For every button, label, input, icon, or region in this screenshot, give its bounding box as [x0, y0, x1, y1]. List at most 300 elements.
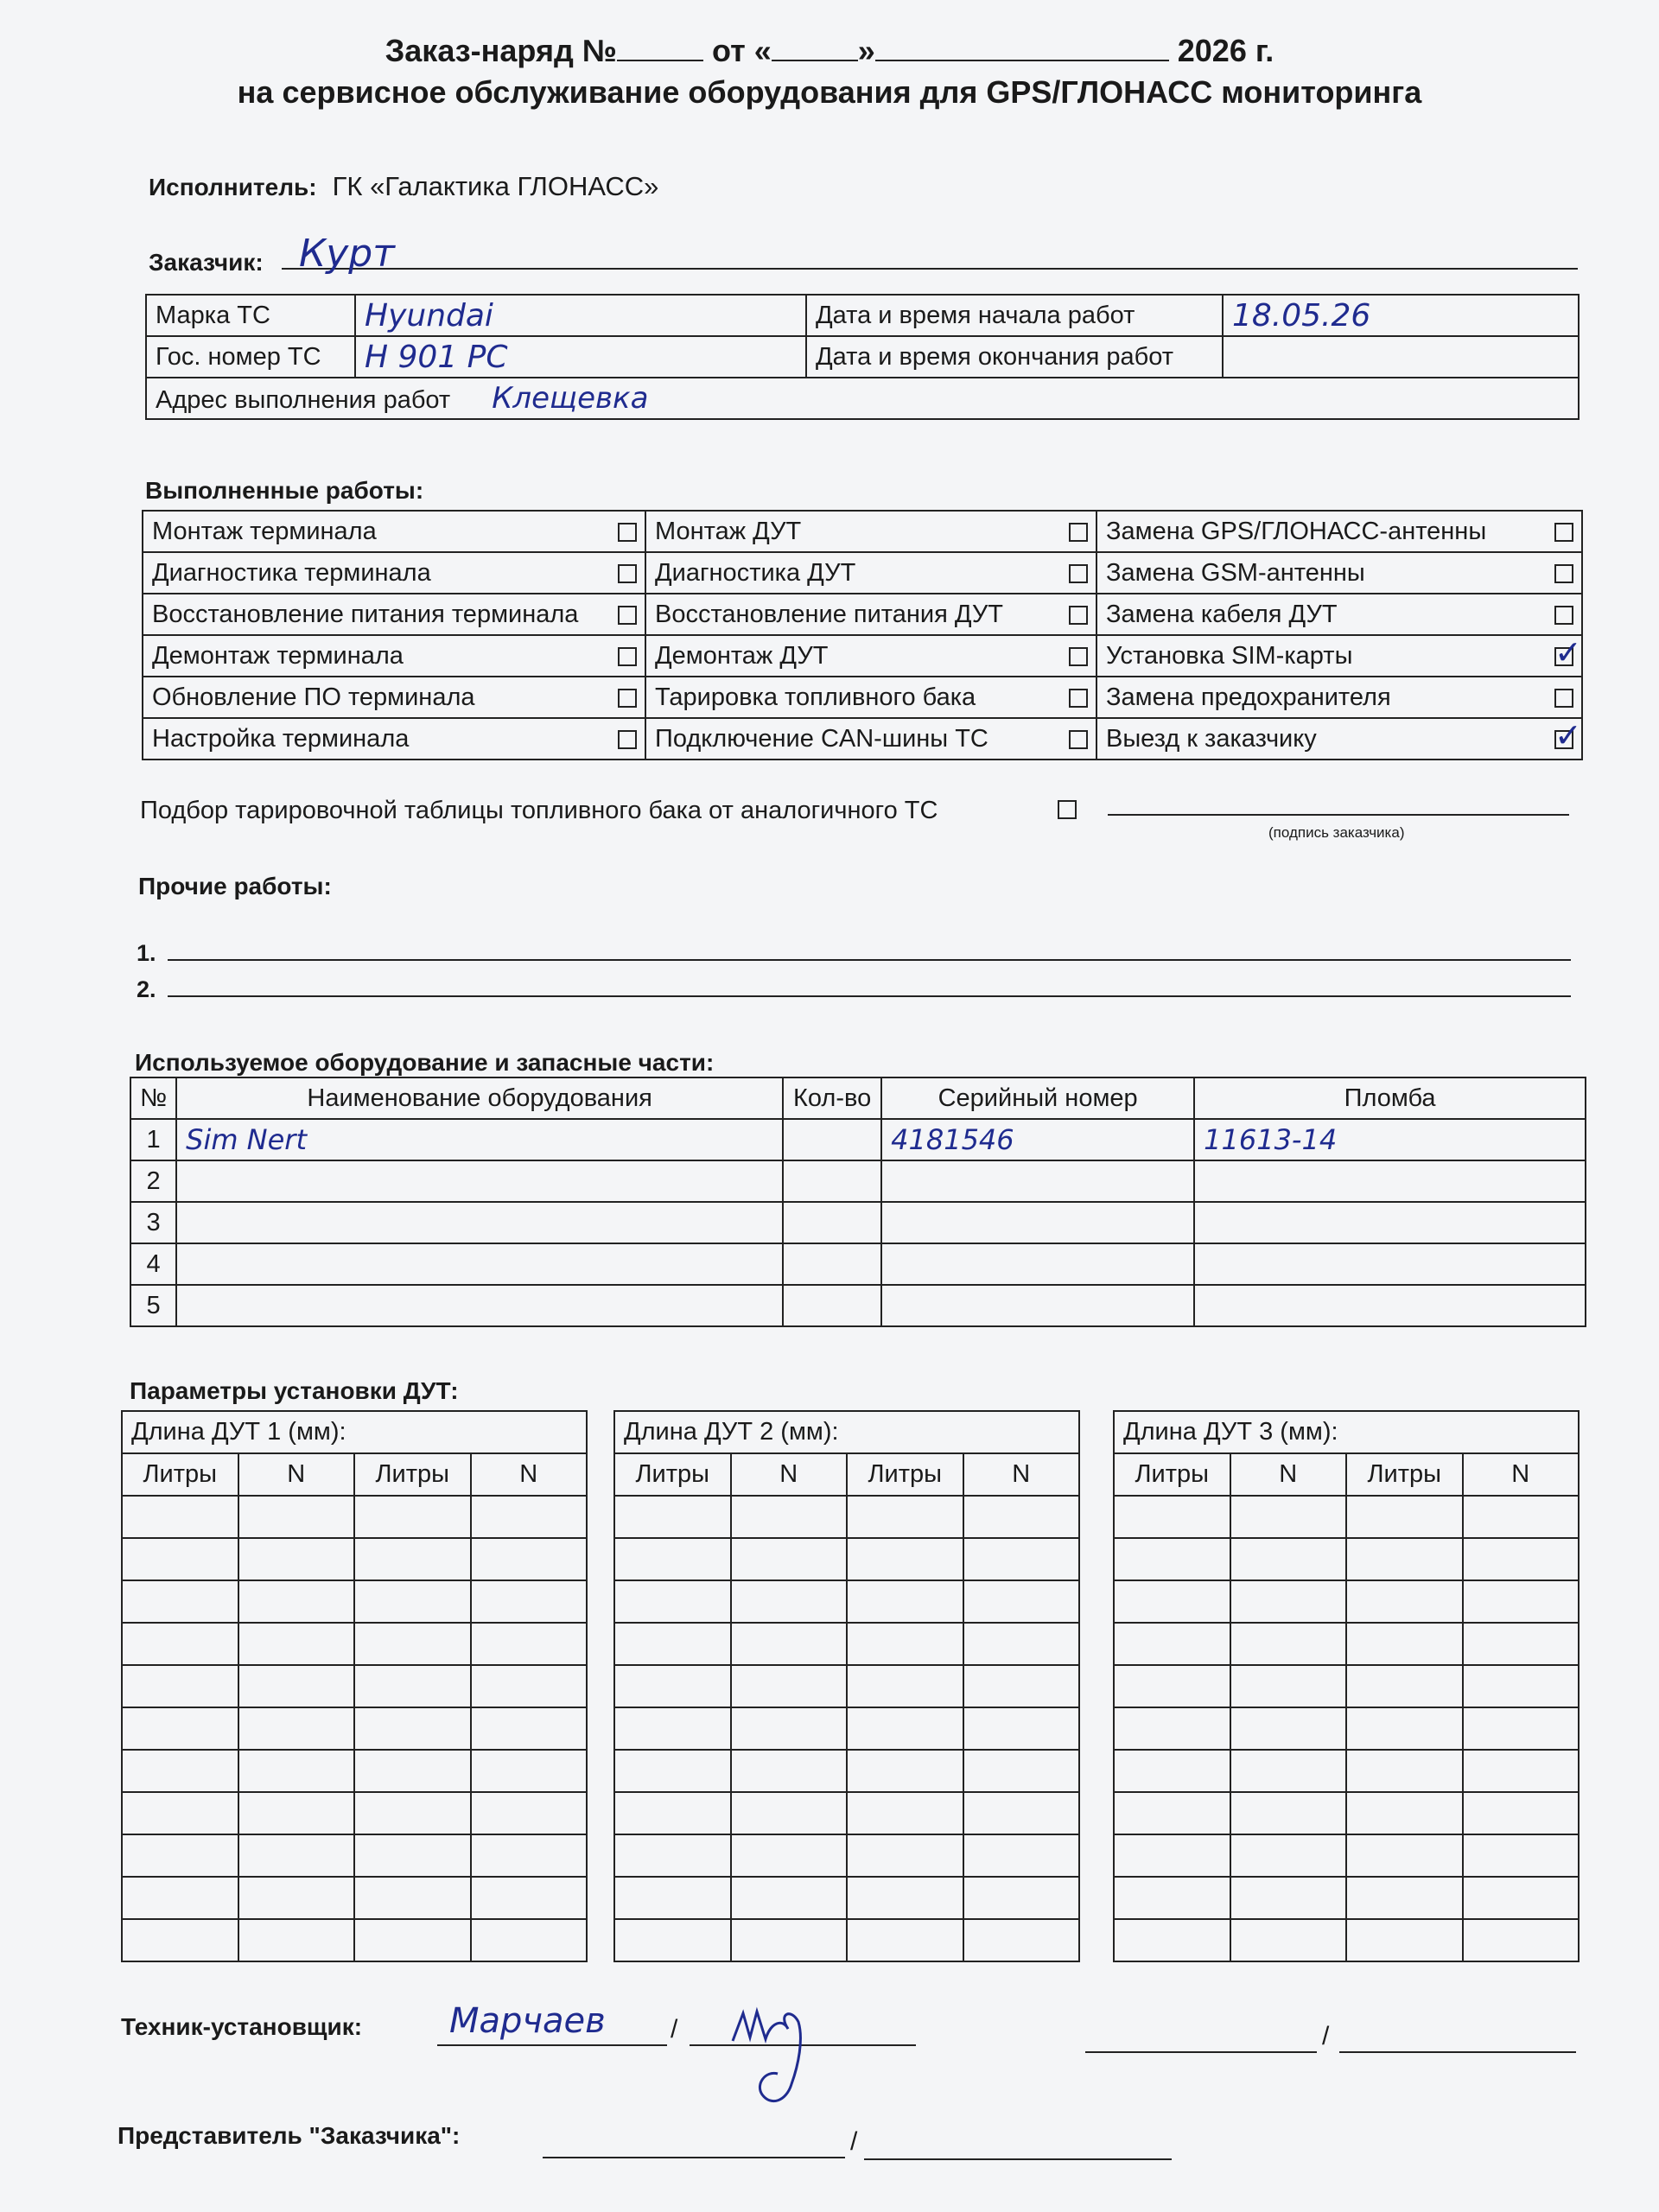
- dut-cell[interactable]: [471, 1665, 588, 1707]
- dut-cell[interactable]: [1114, 1792, 1230, 1834]
- dut-cell[interactable]: [614, 1834, 731, 1877]
- dut-cell[interactable]: [122, 1792, 238, 1834]
- dut-row: [1114, 1834, 1579, 1877]
- dut-row: [122, 1665, 587, 1707]
- dut-cell[interactable]: [614, 1877, 731, 1919]
- address-label: Адрес выполнения работ: [156, 386, 451, 414]
- work-label: Установка SIM-карты: [1096, 635, 1547, 677]
- work-checkbox[interactable]: [1547, 632, 1582, 677]
- dut-cell[interactable]: [731, 1750, 848, 1792]
- dut-cell[interactable]: [1230, 1580, 1347, 1623]
- work-label: Демонтаж ДУТ: [645, 635, 1061, 677]
- order-title: [0, 33, 1659, 69]
- dut-row: [1114, 1919, 1579, 1961]
- dut-cell[interactable]: [847, 1665, 963, 1707]
- calibration-checkbox[interactable]: [1058, 800, 1077, 819]
- dut-row: [1114, 1538, 1579, 1580]
- checkbox-icon: [1069, 523, 1088, 542]
- dut-cell[interactable]: [1114, 1580, 1230, 1623]
- dut-cell[interactable]: [963, 1877, 1080, 1919]
- order-year: 2026 г.: [1177, 33, 1274, 68]
- dut-cell[interactable]: [963, 1538, 1080, 1580]
- dut-cell[interactable]: [471, 1919, 588, 1961]
- dut-cell[interactable]: [1346, 1707, 1463, 1750]
- work-checkbox[interactable]: [1061, 718, 1096, 760]
- dut-row: [122, 1538, 587, 1580]
- work-checkbox[interactable]: [1547, 594, 1582, 635]
- dut-row: [1114, 1623, 1579, 1665]
- dut-cell[interactable]: [1114, 1877, 1230, 1919]
- dut-cell[interactable]: [471, 1580, 588, 1623]
- dut-cell[interactable]: [614, 1750, 731, 1792]
- dut-cell[interactable]: [731, 1707, 848, 1750]
- dut-col-header: N: [238, 1453, 355, 1496]
- dut-cell[interactable]: [354, 1707, 471, 1750]
- work-label: Тарировка топливного бака: [645, 677, 1061, 718]
- representative-name-line[interactable]: [543, 2157, 845, 2158]
- work-label: Подключение CAN-шины ТС: [645, 718, 1061, 760]
- dut-cell[interactable]: [614, 1665, 731, 1707]
- equipment-cell-serial[interactable]: [881, 1243, 1194, 1285]
- work-checkbox[interactable]: [1061, 552, 1096, 594]
- customer-value: Курт: [299, 232, 395, 276]
- dut-col-header: Литры: [354, 1453, 471, 1496]
- equipment-cell-n: 4: [130, 1243, 176, 1285]
- dut-col-header: Литры: [847, 1453, 963, 1496]
- dut-cell[interactable]: [1114, 1707, 1230, 1750]
- dut-cell[interactable]: [122, 1877, 238, 1919]
- dut-cell[interactable]: [731, 1538, 848, 1580]
- vehicle-table: [145, 294, 1580, 420]
- equipment-cell-qty[interactable]: [783, 1285, 881, 1326]
- works-row: [143, 635, 1582, 677]
- checkbox-icon: [1069, 564, 1088, 583]
- dut-cell[interactable]: [471, 1707, 588, 1750]
- representative-signature-line[interactable]: [864, 2158, 1172, 2160]
- dut-cell[interactable]: [238, 1580, 355, 1623]
- dut-row: [122, 1834, 587, 1877]
- dut-cell[interactable]: [1463, 1834, 1580, 1877]
- dut-cell[interactable]: [1114, 1750, 1230, 1792]
- work-label: Замена GSM-антенны: [1096, 552, 1547, 594]
- dut-cell[interactable]: [1230, 1919, 1347, 1961]
- equipment-cell-seal[interactable]: 11613-14: [1194, 1119, 1586, 1160]
- customer-signature-caption: (подпись заказчика): [1268, 824, 1405, 841]
- work-label: Замена кабеля ДУТ: [1096, 594, 1547, 635]
- work-label: Демонтаж терминала: [143, 635, 610, 677]
- equipment-col-seal: Пломба: [1194, 1077, 1586, 1119]
- dut-cell[interactable]: [1230, 1834, 1347, 1877]
- dut-cell[interactable]: [471, 1538, 588, 1580]
- dut-row: [614, 1496, 1079, 1538]
- checkmark-icon: ✓: [1554, 632, 1582, 671]
- dut-cell[interactable]: [1346, 1580, 1463, 1623]
- tech-name-line[interactable]: [437, 2044, 667, 2046]
- dut-cell[interactable]: [731, 1623, 848, 1665]
- dut-cell[interactable]: [614, 1580, 731, 1623]
- dut-cell[interactable]: [1346, 1623, 1463, 1665]
- checkbox-icon: [1069, 730, 1088, 749]
- equipment-cell-name[interactable]: Sim Nert: [176, 1119, 783, 1160]
- equipment-cell-seal[interactable]: [1194, 1285, 1586, 1326]
- dut-cell[interactable]: [1230, 1750, 1347, 1792]
- dut-row: [614, 1919, 1079, 1961]
- dut-cell[interactable]: [731, 1580, 848, 1623]
- brand-label: Марка ТС: [146, 295, 355, 336]
- dut-col-header: N: [471, 1453, 588, 1496]
- start-value: [1223, 295, 1579, 336]
- work-checkbox[interactable]: [610, 552, 645, 594]
- dut-cell[interactable]: [731, 1834, 848, 1877]
- work-label: Монтаж ДУТ: [645, 511, 1061, 552]
- work-checkbox[interactable]: [610, 677, 645, 718]
- works-row: [143, 511, 1582, 552]
- equipment-cell-name[interactable]: [176, 1285, 783, 1326]
- order-subtitle: на сервисное обслуживание оборудования для GPS/ГЛОНАСС мониторинга: [237, 74, 1422, 110]
- dut-cell[interactable]: [614, 1538, 731, 1580]
- checkbox-icon: [618, 523, 637, 542]
- dut-cell[interactable]: [122, 1580, 238, 1623]
- dut-cell[interactable]: [471, 1834, 588, 1877]
- dut-row: [1114, 1792, 1579, 1834]
- dut-col-header: N: [731, 1453, 848, 1496]
- equipment-cell-name[interactable]: [176, 1160, 783, 1202]
- work-label: Замена GPS/ГЛОНАСС-антенны: [1096, 511, 1547, 552]
- dut-cell[interactable]: [238, 1919, 355, 1961]
- equipment-cell-qty[interactable]: [783, 1202, 881, 1243]
- dut-cell[interactable]: [238, 1496, 355, 1538]
- dut-row: [614, 1538, 1079, 1580]
- dut-cell[interactable]: [614, 1919, 731, 1961]
- works-table: [142, 510, 1583, 760]
- dut-cell[interactable]: [847, 1580, 963, 1623]
- work-checkbox[interactable]: [610, 511, 645, 552]
- other-works-heading: Прочие работы:: [138, 873, 332, 899]
- dut-cell[interactable]: [238, 1623, 355, 1665]
- dut-cell[interactable]: [731, 1919, 848, 1961]
- dut-cell[interactable]: [471, 1623, 588, 1665]
- dut-cell[interactable]: [731, 1665, 848, 1707]
- dut-cell[interactable]: [847, 1919, 963, 1961]
- order-date-quote: »: [857, 33, 875, 68]
- dut-cell[interactable]: [1463, 1750, 1580, 1792]
- second-tech-signature-line[interactable]: [1339, 2051, 1576, 2053]
- equipment-cell-qty[interactable]: [783, 1243, 881, 1285]
- work-checkbox[interactable]: [610, 594, 645, 635]
- work-label: Восстановление питания терминала: [143, 594, 610, 635]
- dut-cell[interactable]: [354, 1877, 471, 1919]
- equipment-row: [130, 1202, 1586, 1243]
- checkbox-icon: [618, 647, 637, 666]
- dut-cell[interactable]: [354, 1919, 471, 1961]
- dut-row: [614, 1750, 1079, 1792]
- executor-label: Исполнитель:: [149, 174, 317, 200]
- equipment-cell-qty[interactable]: [783, 1160, 881, 1202]
- equipment-col-number: №: [130, 1077, 176, 1119]
- equipment-cell-seal[interactable]: [1194, 1243, 1586, 1285]
- checkbox-icon: [618, 564, 637, 583]
- customer-label: Заказчик:: [149, 249, 264, 276]
- order-date-label: от «: [711, 33, 772, 68]
- dut-cell[interactable]: [614, 1792, 731, 1834]
- dut-cell[interactable]: [1346, 1919, 1463, 1961]
- dut-cell[interactable]: [731, 1877, 848, 1919]
- dut-cell[interactable]: [471, 1496, 588, 1538]
- equipment-cell-n: 5: [130, 1285, 176, 1326]
- dut-cell[interactable]: [1114, 1665, 1230, 1707]
- dut-cell[interactable]: [1230, 1496, 1347, 1538]
- dut-cell[interactable]: [963, 1665, 1080, 1707]
- dut-cell[interactable]: [1463, 1580, 1580, 1623]
- dut-cell[interactable]: [1114, 1623, 1230, 1665]
- order-number-field: [617, 60, 703, 61]
- dut-cell[interactable]: [847, 1538, 963, 1580]
- equipment-col-serial: Серийный номер: [881, 1077, 1194, 1119]
- work-label: Настройка терминала: [143, 718, 610, 760]
- checkbox-icon: [1554, 689, 1573, 708]
- equipment-cell-name[interactable]: [176, 1202, 783, 1243]
- dut-cell[interactable]: [122, 1538, 238, 1580]
- dut-cell[interactable]: [963, 1496, 1080, 1538]
- dut-cell[interactable]: [354, 1538, 471, 1580]
- checkbox-icon: [1069, 606, 1088, 625]
- dut-cell[interactable]: [1463, 1707, 1580, 1750]
- dut-row: [614, 1834, 1079, 1877]
- dut-cell[interactable]: [1463, 1877, 1580, 1919]
- dut-cell[interactable]: [122, 1707, 238, 1750]
- dut-cell[interactable]: [963, 1834, 1080, 1877]
- brand-value-text: Hyundai: [365, 297, 493, 334]
- equipment-cell-serial[interactable]: 4181546: [881, 1119, 1194, 1160]
- work-label: Монтаж терминала: [143, 511, 610, 552]
- dut-cell[interactable]: [122, 1750, 238, 1792]
- dut-cell[interactable]: [238, 1538, 355, 1580]
- work-checkbox[interactable]: [1061, 594, 1096, 635]
- dut-row: [614, 1877, 1079, 1919]
- customer-line: [282, 268, 1578, 270]
- dut-cell[interactable]: [238, 1834, 355, 1877]
- dut-cell[interactable]: [847, 1834, 963, 1877]
- checkbox-icon: [618, 606, 637, 625]
- work-checkbox[interactable]: [1061, 511, 1096, 552]
- equipment-col-qty: Кол-во: [783, 1077, 881, 1119]
- end-value: [1223, 336, 1579, 378]
- dut-heading: Параметры установки ДУТ:: [130, 1377, 459, 1404]
- equipment-cell-seal[interactable]: [1194, 1160, 1586, 1202]
- dut-cell[interactable]: [238, 1750, 355, 1792]
- dut-cell[interactable]: [963, 1707, 1080, 1750]
- equipment-cell-n: 2: [130, 1160, 176, 1202]
- equipment-cell-name[interactable]: [176, 1243, 783, 1285]
- dut-table-1: [121, 1410, 588, 1962]
- dut-row: [1114, 1877, 1579, 1919]
- equipment-cell-qty[interactable]: [783, 1119, 881, 1160]
- dut-cell[interactable]: [238, 1792, 355, 1834]
- dut-cell[interactable]: [1463, 1792, 1580, 1834]
- dut-cell[interactable]: [354, 1750, 471, 1792]
- work-checkbox[interactable]: [1547, 511, 1582, 552]
- address-value: Клещевка: [492, 381, 649, 416]
- dut-cell[interactable]: [1346, 1834, 1463, 1877]
- dut-cell[interactable]: [354, 1580, 471, 1623]
- dut-cell[interactable]: [1346, 1496, 1463, 1538]
- dut-cell[interactable]: [122, 1919, 238, 1961]
- equipment-cell-serial[interactable]: [881, 1285, 1194, 1326]
- dut-cell[interactable]: [471, 1792, 588, 1834]
- dut-cell[interactable]: [122, 1665, 238, 1707]
- order-number-label: Заказ-наряд №: [385, 33, 617, 68]
- checkbox-icon: [618, 689, 637, 708]
- dut-cell[interactable]: [354, 1665, 471, 1707]
- dut-row: [1114, 1496, 1579, 1538]
- work-label: Восстановление питания ДУТ: [645, 594, 1061, 635]
- dut-table-title: Длина ДУТ 3 (мм):: [1114, 1411, 1579, 1453]
- order-month-field: [875, 60, 1169, 61]
- dut-cell[interactable]: [847, 1792, 963, 1834]
- dut-cell[interactable]: [963, 1919, 1080, 1961]
- checkbox-icon: [1069, 647, 1088, 666]
- dut-cell[interactable]: [1346, 1750, 1463, 1792]
- tech-name-value: Марчаев: [449, 2001, 606, 2041]
- works-heading: Выполненные работы:: [145, 477, 424, 504]
- dut-cell[interactable]: [238, 1707, 355, 1750]
- work-checkbox[interactable]: [1061, 677, 1096, 718]
- brand-value: [355, 295, 806, 336]
- dut-row: [1114, 1665, 1579, 1707]
- checkmark-icon: ✓: [1554, 715, 1582, 754]
- plate-label: Гос. номер ТС: [146, 336, 355, 378]
- dut-cell[interactable]: [471, 1750, 588, 1792]
- executor-value: ГК «Галактика ГЛОНАСС»: [332, 171, 659, 201]
- dut-cell[interactable]: [1346, 1792, 1463, 1834]
- other-works-item-1: 1.: [137, 940, 156, 966]
- works-row: [143, 594, 1582, 635]
- dut-col-header: Литры: [614, 1453, 731, 1496]
- dut-cell[interactable]: [354, 1792, 471, 1834]
- dut-row: [122, 1877, 587, 1919]
- dut-cell[interactable]: [1463, 1623, 1580, 1665]
- address-cell: [146, 378, 1579, 419]
- second-tech-name-line[interactable]: [1085, 2051, 1317, 2053]
- equipment-cell-seal[interactable]: [1194, 1202, 1586, 1243]
- equipment-cell-serial[interactable]: [881, 1202, 1194, 1243]
- dut-cell[interactable]: [1346, 1665, 1463, 1707]
- dut-cell[interactable]: [1114, 1496, 1230, 1538]
- dut-cell[interactable]: [1230, 1707, 1347, 1750]
- equipment-row: [130, 1243, 1586, 1285]
- dut-cell[interactable]: [963, 1580, 1080, 1623]
- dut-cell[interactable]: [1230, 1538, 1347, 1580]
- dut-cell[interactable]: [1114, 1834, 1230, 1877]
- dut-cell[interactable]: [122, 1834, 238, 1877]
- equipment-row: [130, 1160, 1586, 1202]
- dut-cell[interactable]: [1463, 1665, 1580, 1707]
- dut-cell[interactable]: [1230, 1877, 1347, 1919]
- checkbox-icon: [1554, 632, 1582, 671]
- dut-cell[interactable]: [963, 1750, 1080, 1792]
- equipment-col-name: Наименование оборудования: [176, 1077, 783, 1119]
- dut-cell[interactable]: [354, 1623, 471, 1665]
- dut-row: [122, 1496, 587, 1538]
- dut-cell[interactable]: [614, 1707, 731, 1750]
- dut-cell[interactable]: [238, 1877, 355, 1919]
- work-label: Диагностика ДУТ: [645, 552, 1061, 594]
- dut-cell[interactable]: [354, 1496, 471, 1538]
- dut-cell[interactable]: [847, 1750, 963, 1792]
- dut-col-header: N: [963, 1453, 1080, 1496]
- dut-cell[interactable]: [847, 1877, 963, 1919]
- dut-cell[interactable]: [1463, 1538, 1580, 1580]
- work-checkbox[interactable]: [1547, 715, 1582, 760]
- dut-cell[interactable]: [1346, 1538, 1463, 1580]
- work-label: Диагностика терминала: [143, 552, 610, 594]
- dut-row: [122, 1750, 587, 1792]
- plate-value-text: Н 901 РС: [365, 339, 508, 375]
- work-checkbox[interactable]: [1061, 635, 1096, 677]
- dut-cell[interactable]: [847, 1496, 963, 1538]
- dut-row: [614, 1580, 1079, 1623]
- dut-cell[interactable]: [238, 1665, 355, 1707]
- dut-cell[interactable]: [354, 1834, 471, 1877]
- work-checkbox[interactable]: [610, 718, 645, 760]
- dut-cell[interactable]: [471, 1877, 588, 1919]
- dut-cell[interactable]: [1463, 1496, 1580, 1538]
- dut-cell[interactable]: [963, 1623, 1080, 1665]
- dut-cell[interactable]: [614, 1496, 731, 1538]
- dut-cell[interactable]: [847, 1707, 963, 1750]
- dut-row: [614, 1707, 1079, 1750]
- equipment-cell-serial[interactable]: [881, 1160, 1194, 1202]
- dut-table-title: Длина ДУТ 1 (мм):: [122, 1411, 587, 1453]
- equipment-row: [130, 1285, 1586, 1326]
- tech-label: Техник-установщик:: [121, 2013, 363, 2040]
- dut-cell[interactable]: [1230, 1792, 1347, 1834]
- other-works-line-2[interactable]: [168, 995, 1571, 997]
- dut-cell[interactable]: [1114, 1919, 1230, 1961]
- equipment-row: [130, 1119, 1586, 1160]
- representative-slash: /: [850, 2127, 858, 2156]
- dut-table-title: Длина ДУТ 2 (мм):: [614, 1411, 1079, 1453]
- dut-col-header: N: [1463, 1453, 1580, 1496]
- dut-cell[interactable]: [122, 1496, 238, 1538]
- dut-cell[interactable]: [731, 1496, 848, 1538]
- equipment-cell-n: 1: [130, 1119, 176, 1160]
- dut-cell[interactable]: [122, 1623, 238, 1665]
- dut-cell[interactable]: [731, 1792, 848, 1834]
- dut-cell[interactable]: [1230, 1623, 1347, 1665]
- dut-cell[interactable]: [847, 1623, 963, 1665]
- work-checkbox[interactable]: [1547, 552, 1582, 594]
- dut-cell[interactable]: [1114, 1538, 1230, 1580]
- dut-col-header: N: [1230, 1453, 1347, 1496]
- dut-cell[interactable]: [1346, 1877, 1463, 1919]
- dut-row: [122, 1580, 587, 1623]
- equipment-table: [130, 1077, 1586, 1327]
- dut-cell[interactable]: [1230, 1665, 1347, 1707]
- works-row: [143, 552, 1582, 594]
- other-works-line-1[interactable]: [168, 959, 1571, 961]
- dut-cell[interactable]: [963, 1792, 1080, 1834]
- customer-signature-line: [1108, 814, 1569, 816]
- dut-cell[interactable]: [614, 1623, 731, 1665]
- work-label: Выезд к заказчику: [1096, 718, 1547, 760]
- plate-value: [355, 336, 806, 378]
- work-checkbox[interactable]: [1547, 677, 1582, 718]
- work-checkbox[interactable]: [610, 635, 645, 677]
- dut-row: [614, 1792, 1079, 1834]
- checkbox-icon: [1554, 606, 1573, 625]
- dut-cell[interactable]: [1463, 1919, 1580, 1961]
